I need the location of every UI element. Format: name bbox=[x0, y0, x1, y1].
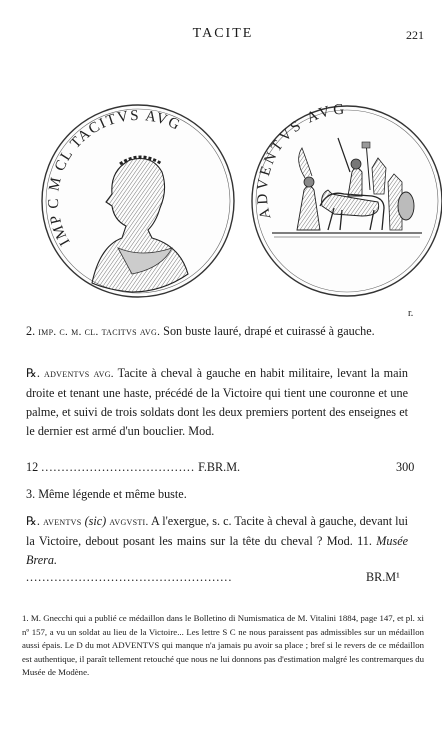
footnote: 1. M. Gnecchi qui a publié ce médaillon dans le Bolletino di Numismatica de M. Vitalini 1884, page 147, et pl. xi nº 157, a vu un soldat au lieu de la Victoire... Les lettre S C ne nous paraissent pas admissibles sur un médaillon aussi épais. Le D du mot ADVENTVS qui manque n'a jamais pu avoir sa place ; bref si le revers de ce médaillon est authentique, il paraît tellement retouché que nous ne lui donnons pas d'estimation malgré les contremarques du Musée de Modène. bbox=[22, 613, 424, 677]
reverse-legend: ADVENTVS AVG bbox=[254, 101, 348, 221]
page-title: TACITE bbox=[192, 26, 254, 41]
reference-line-3 bbox=[26, 570, 421, 585]
reference-line-2 bbox=[26, 460, 421, 475]
catalog-reverse-2 bbox=[26, 364, 408, 441]
museum-location: Musée Brera. bbox=[26, 534, 409, 567]
obverse-description: Son buste lauré, drapé et cuirassé à gauche. bbox=[163, 324, 375, 338]
reverse-legend-text-b: avgvsti. bbox=[109, 516, 149, 528]
catalog-entry-2 bbox=[26, 322, 408, 342]
obverse-legend: IMP C M CL TACITVS AVG bbox=[45, 107, 184, 249]
obverse-legend-text: imp. c. m. cl. tacitvs avg. bbox=[38, 326, 161, 338]
reverse-description: Tacite à cheval à gauche en habit militaire, levant la main droite et tenant une haste, précédé de la Victoire qui tient une couronne et une palme, et suivi de trois soldats dont les deux premiers portent des enseignes et le dernier est armé d'un bouclier. Mod. bbox=[26, 366, 409, 438]
page-number: 221 bbox=[406, 28, 424, 42]
reverse-legend-text: adventvs avg. bbox=[44, 368, 114, 380]
reverse-coin bbox=[252, 101, 442, 296]
entry-number: 2. bbox=[26, 324, 36, 338]
catalog-reverse-3 bbox=[26, 512, 408, 570]
obverse-description: Même légende et même buste. bbox=[38, 487, 187, 501]
price: 300 bbox=[396, 460, 415, 474]
catalog-entry-3 bbox=[26, 485, 408, 504]
reverse-symbol: ℞. bbox=[26, 366, 40, 380]
sic-note: (sic) bbox=[84, 514, 107, 528]
leader-dots: ................................................... bbox=[26, 570, 233, 584]
margin-note: r. bbox=[408, 308, 414, 319]
reverse-legend-text-a: aventvs bbox=[43, 516, 82, 528]
reverse-symbol: ℞. bbox=[26, 514, 40, 528]
obverse-coin bbox=[42, 105, 234, 297]
metal-grade: BR.M¹ bbox=[366, 570, 400, 584]
module-size: 12 bbox=[26, 460, 39, 474]
module-size: 11. bbox=[357, 534, 372, 548]
metal-grade: F.BR.M. bbox=[198, 460, 241, 474]
entry-number: 3. bbox=[26, 487, 36, 501]
leader-dots: ...................................... bbox=[41, 460, 196, 474]
coin-illustration bbox=[22, 98, 442, 308]
reverse-description: A l'exergue, s. c. Tacite à cheval à gauche, devant lui la Victoire, debout posant les mains sur la tête du cheval ? Mod. bbox=[26, 514, 409, 548]
